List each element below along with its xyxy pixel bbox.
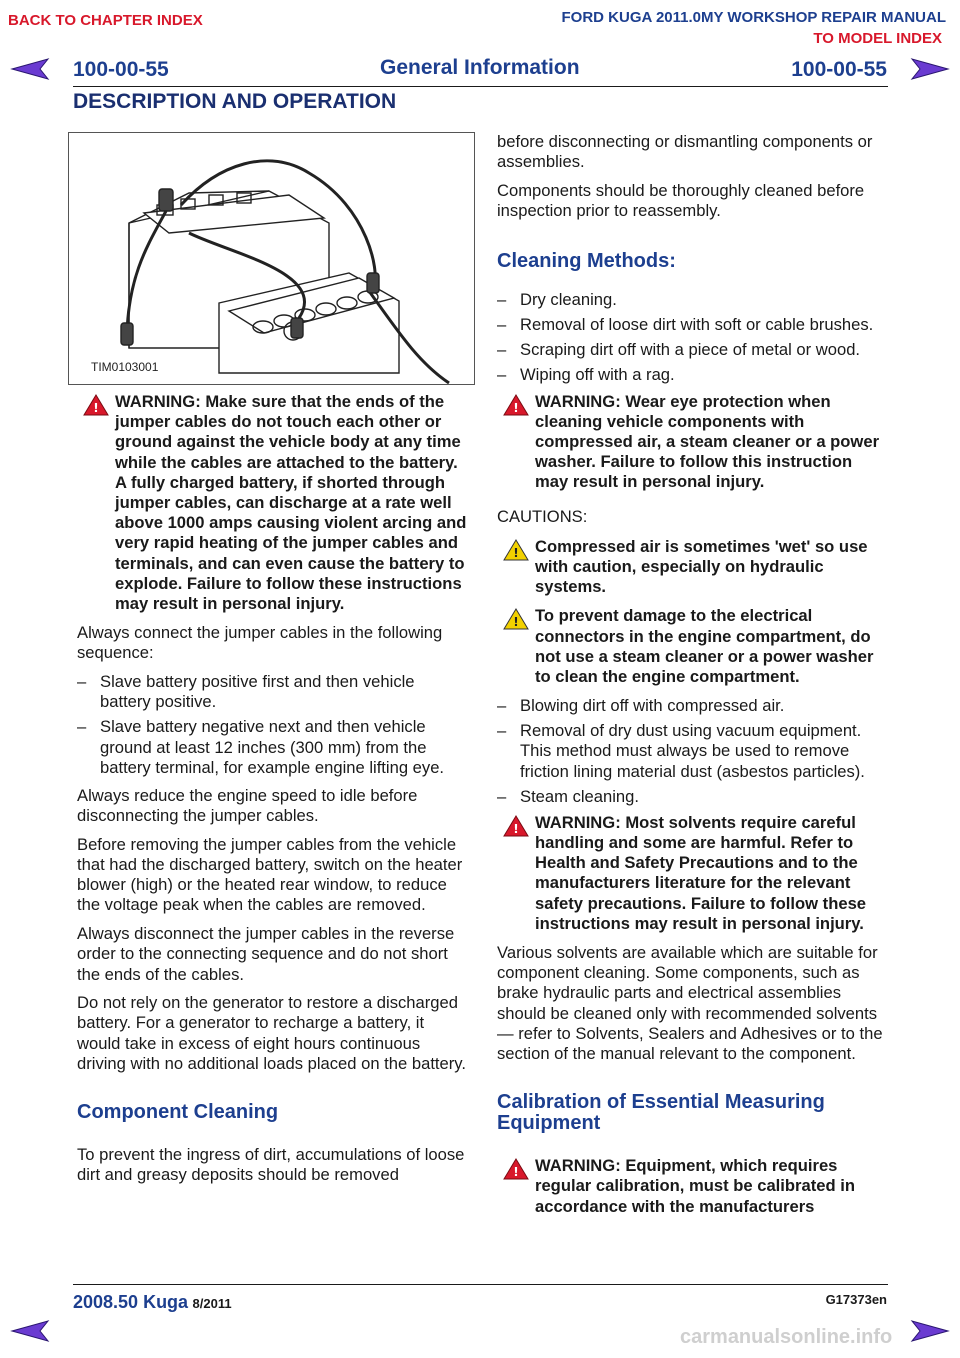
previous-page-arrow-icon[interactable] (10, 58, 50, 80)
watermark: carmanualsonline.info (680, 1326, 893, 1348)
heading-calibration: Calibration of Essential Measuring Equipment (497, 1091, 825, 1135)
heading-component-cleaning: Component Cleaning (77, 1101, 279, 1124)
warning-eye-protection: ! WARNING: Wear eye protection when cleaning vehicle components with compressed air, a steam cleaner or a power washer. Failure to follow this instruction may result in personal injury. (497, 392, 887, 493)
left-column (77, 392, 467, 1194)
document-section-title: DESCRIPTION AND OPERATION (73, 90, 397, 113)
to-model-index-link[interactable]: TO MODEL INDEX (813, 30, 942, 47)
paragraph: Always connect the jumper cables in the following sequence: (77, 623, 443, 663)
right-column (497, 132, 887, 1226)
svg-text:!: ! (513, 615, 519, 630)
battery-illustration (69, 133, 474, 384)
warning-solvents: ! WARNING: Most solvents require careful handling and some are harmful. Refer to Health and Safety Precautions and to the manufacturers literature for the relevant safety precautions. Failure to follow these instructions may result in personal injury. (497, 813, 887, 934)
header-rule (73, 86, 888, 87)
page-number-left: 100-00-55 (73, 58, 169, 81)
back-to-chapter-index-link[interactable]: BACK TO CHAPTER INDEX (8, 12, 203, 29)
paragraph: before disconnecting or dismantling components or assemblies. (497, 132, 873, 172)
warning-triangle-icon (503, 394, 529, 416)
list-item: – Scraping dirt off with a piece of metal or wood. (497, 340, 887, 360)
caution-compressed-air: ! Compressed air is sometimes 'wet' so use with caution, especially on hydraulic systems. (497, 537, 887, 598)
manual-title: FORD KUGA 2011.0MY WORKSHOP REPAIR MANUAL (561, 9, 946, 26)
warning-calibration: ! WARNING: Equipment, which requires regular calibration, must be calibrated in accordance with the manufacturers (497, 1156, 887, 1217)
paragraph: To prevent the ingress of dirt, accumulations of loose dirt and greasy deposits should be removed (77, 1145, 465, 1185)
list-item: – Steam cleaning. (497, 787, 887, 807)
cautions-label: CAUTIONS: (497, 506, 588, 526)
paragraph: Components should be thoroughly cleaned before inspection prior to reassembly. (497, 180, 865, 221)
footer-rule (73, 1284, 888, 1285)
list-item: – Dry cleaning. (497, 290, 887, 310)
caution-electrical-connectors: ! To prevent damage to the electrical connectors in the engine compartment, do not use a steam cleaner or a power washer to clean the engine compartment. (497, 606, 887, 687)
paragraph: Always disconnect the jumper cables in the reverse order to the connecting sequence and do not short the ends of the cables. (77, 924, 455, 984)
next-page-arrow-icon[interactable] (910, 58, 950, 80)
warning-triangle-icon (503, 815, 529, 837)
paragraph: Various solvents are available which are suitable for component cleaning. Some components, such as brake hydraulic parts and electrical assemblies should be cleaned only with recommended solvents — refer to Solvents, Sealers and Adhesives or to the section of the manual relevant to the component. (497, 942, 883, 1063)
paragraph: Before removing the jumper cables from the vehicle that had the discharged battery, switch on the heater blower (high) or the heated rear window, to reduce the voltage peak when the cables are removed. (77, 834, 463, 915)
svg-text:!: ! (513, 400, 519, 415)
section-title: General Information (380, 56, 580, 79)
caution-triangle-icon (503, 608, 529, 630)
previous-page-arrow-icon[interactable] (10, 1320, 50, 1342)
list-item: – Slave battery positive first and then vehicle battery positive. (77, 672, 467, 712)
list-item: – Wiping off with a rag. (497, 365, 887, 385)
page-number-right: 100-00-55 (791, 58, 887, 81)
jumper-cable-battery-figure (68, 132, 475, 385)
list-item: – Removal of dry dust using vacuum equipment. This method must always be used to remove friction lining material dust (asbestos particles). (497, 721, 887, 782)
warning-triangle-icon (83, 394, 109, 416)
paragraph: Do not rely on the generator to restore a discharged battery. For a generator to recharge a battery, it would take in excess of eight hours continuous driving with no additional loads placed on the battery. (77, 993, 466, 1073)
list-item: – Removal of loose dirt with soft or cable brushes. (497, 315, 887, 335)
svg-text:!: ! (513, 545, 519, 560)
caution-triangle-icon (503, 539, 529, 561)
warning-jumper-cables: ! WARNING: Make sure that the ends of the jumper cables do not touch each other or ground against the vehicle body at any time while the cables are attached to the battery. A fully charged battery, if shorted through jumper cables, can discharge at a rate well above 1000 amps causing violent arcing and very rapid heating of the jumper cables and terminals, and can even cause the battery to explode. Failure to follow these instructions may result in personal injury. (77, 392, 467, 614)
footer-code: G17373en (825, 1292, 887, 1307)
next-page-arrow-icon[interactable] (910, 1320, 950, 1342)
warning-triangle-icon (503, 1158, 529, 1180)
list-item: – Slave battery negative next and then vehicle ground at least 12 inches (300 mm) from the battery terminal, for example engine lifting eye. (77, 717, 467, 778)
paragraph: Always reduce the engine speed to idle before disconnecting the jumper cables. (77, 785, 418, 826)
svg-text:!: ! (513, 821, 519, 836)
figure-label: TIM0103001 (91, 360, 159, 374)
footer-model: 2008.50 Kuga 8/2011 (73, 1292, 232, 1312)
svg-text:!: ! (513, 1165, 519, 1180)
svg-text:!: ! (93, 401, 99, 415)
list-item: – Blowing dirt off with compressed air. (497, 696, 887, 716)
heading-cleaning-methods: Cleaning Methods: (497, 250, 676, 273)
